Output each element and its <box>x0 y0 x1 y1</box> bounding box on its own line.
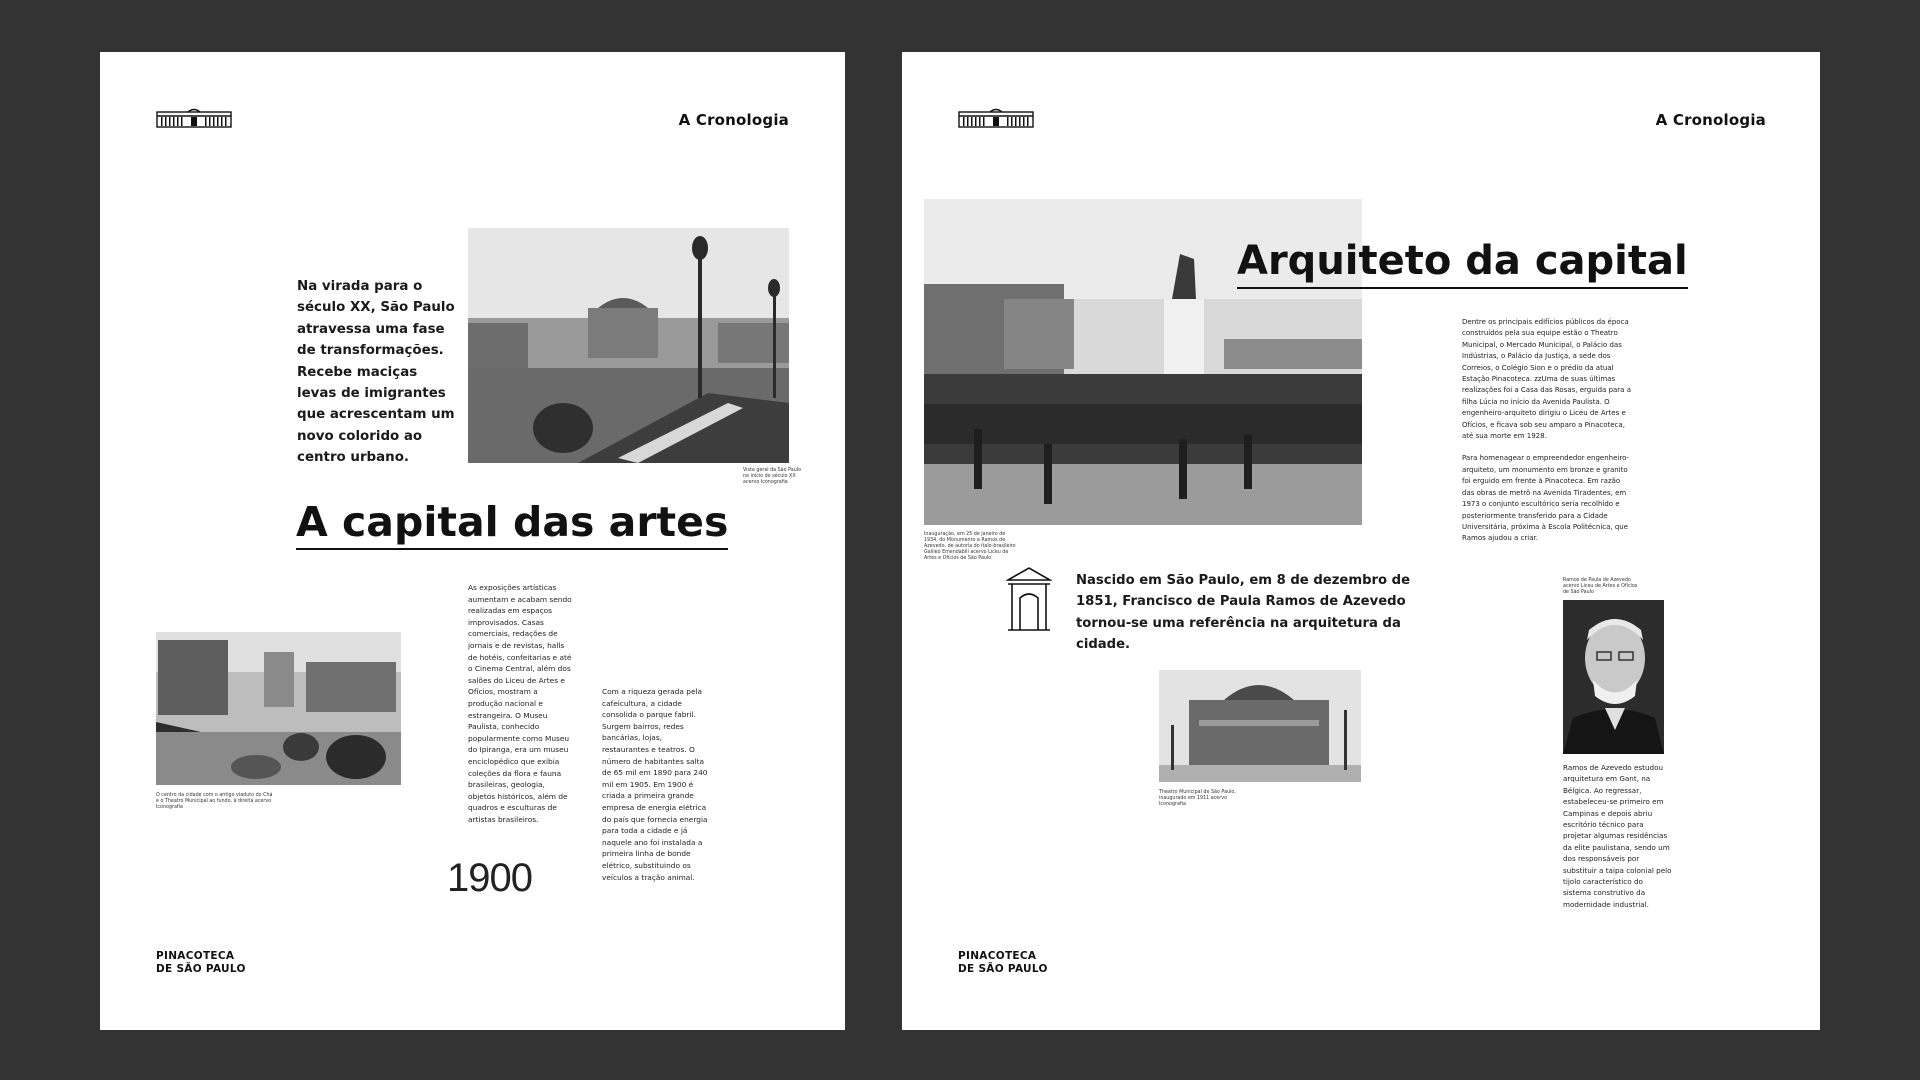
body-column-2: Com a riqueza gerada pela cafeicultura, a cidade consolida o parque fabril. Surgem bairros, redes bancárias, lojas, restaurantes e teatros. O número de habitantes salta de 65 mil em 1890 para 240 mil em 1905. Em 1900 é criada a primeira grande empresa de energia elétrica do país que fornecia energia para toda a cidade e já naquele ano foi instalada a primeira linha de bonde elétrico, substituindo os veículos a tração animal. <box>602 687 708 882</box>
photo-main-caption: Inauguração, em 25 de janeiro de 1934, do Monumento a Ramos de Azevedo, de autoria do ítalo-brasileiro Galileo Emendabili acervo Liceu de Artes e Ofícios de São Paulo <box>924 532 1016 561</box>
photo-left-caption: O centro da cidade com o antigo viaduto do Chá e o Theatro Municipal ao fundo, à direita acervo Iconografia <box>156 793 273 810</box>
pinacoteca-building-logo-icon <box>958 108 1034 128</box>
portrait-illustration <box>1563 600 1664 754</box>
portrait-caption: Ramos de Paula de Azevedo acervo Liceu de Artes e Ofícios de São Paulo <box>1563 578 1638 595</box>
page-headline: Arquiteto da capital <box>1237 236 1688 289</box>
body-paragraph-2: Para homenagear o empreendedor engenheiro-arquiteto, um monumento em bronze e granito foi erguido em frente à Pinacoteca. Em razão das obras de metrô na Avenida Tiradentes, em 1973 o conjunto escultórico seria recolhido e posteriormente transferido para a Cidade Universitária, próxima à Escola Politécnica, que Ramos ajudou a criar. <box>1462 454 1630 543</box>
photo-downtown <box>156 632 401 785</box>
series-label: A Cronologia <box>1655 111 1766 129</box>
footer-brand-line-1: PINACOTECA <box>958 950 1037 962</box>
body-column-1: As exposições artísticas aumentam e acabam sendo realizadas em espaços improvisados. Casas comerciais, redações de jornais e de revistas, halls de hotéis, confeitarias e até o Cinema Central, além dos salões do Liceu de Artes e Ofícios, mostram a produção nacional e estrangeira. O Museu Paulista, conhecido popularmente como Museu do Ipiranga, era um museu enciclopédico que exibia coleções da flora e fauna brasileiras, geologia, objetos históricos, além de quadros e esculturas de artistas brasileiros. <box>468 583 572 824</box>
portrait-text: Ramos de Azevedo estudou arquitetura em Gant, na Bélgica. Ao regressar, estabeleceu-se primeiro em Campinas e depois abriu escritório técnico para projetar algumas residências da elite paulistana, sendo um dos responsáveis por substituir a taipa colonial pelo tijolo característico do sistema construtivo da modernidade industrial. <box>1563 763 1672 909</box>
year-label: 1900 <box>447 856 532 900</box>
pinacoteca-building-logo-icon <box>156 108 232 128</box>
intro-statement: Nascido em São Paulo, em 8 de dezembro de 1851, Francisco de Paula Ramos de Azevedo tornou-se uma referência na arquitetura da cidade. <box>1076 573 1411 653</box>
photo-top-caption: Vista geral da São Paulo no início do século XX acervo Iconografia <box>743 468 801 485</box>
photo-theatro-municipal <box>1159 670 1361 782</box>
series-label: A Cronologia <box>678 111 789 129</box>
footer-brand <box>156 950 246 976</box>
poster-page-capital-das-artes <box>100 52 845 1030</box>
city-view-illustration <box>468 228 789 463</box>
body-paragraph-1: Dentre os principais edifícios públicos da época construídos pela sua equipe estão o Theatro Municipal, o Mercado Municipal, o Palácio das Indústrias, o Palácio da Justiça, a sede dos Correios, o Colégio Sion e o prédio da atual Estação Pinacoteca. zzUma de suas últimas realizações foi a Casa das Rosas, erguida para a filha Lúcia no início da Avenida Paulista. O engenheiro-arquiteto dirigiu o Liceu de Artes e Ofícios, e ficava sob seu amparo a Pinacoteca, até sua morte em 1928. <box>1462 318 1631 441</box>
footer-brand-line-2: DE SÃO PAULO <box>156 963 246 975</box>
photo-city-view <box>468 228 789 463</box>
body-paragraphs <box>1462 317 1632 556</box>
page-headline: A capital das artes <box>296 498 728 550</box>
footer-brand <box>958 950 1048 976</box>
portrait-ramos-de-azevedo <box>1563 600 1664 754</box>
footer-brand-line-2: DE SÃO PAULO <box>958 963 1048 975</box>
footer-brand-line-1: PINACOTECA <box>156 950 235 962</box>
poster-page-arquiteto-da-capital <box>902 52 1820 1030</box>
downtown-illustration <box>156 632 401 785</box>
lead-paragraph: Na virada para o século XX, São Paulo atravessa uma fase de transformações. Recebe maciças levas de imigrantes que acrescentam um novo colorido ao centro urbano. <box>297 279 455 466</box>
theatre-illustration <box>1159 670 1361 782</box>
theatre-caption: Theatro Municipal de São Paulo, inaugurado em 1911 acervo Iconografia <box>1159 790 1236 807</box>
classical-portico-icon <box>1006 566 1052 636</box>
